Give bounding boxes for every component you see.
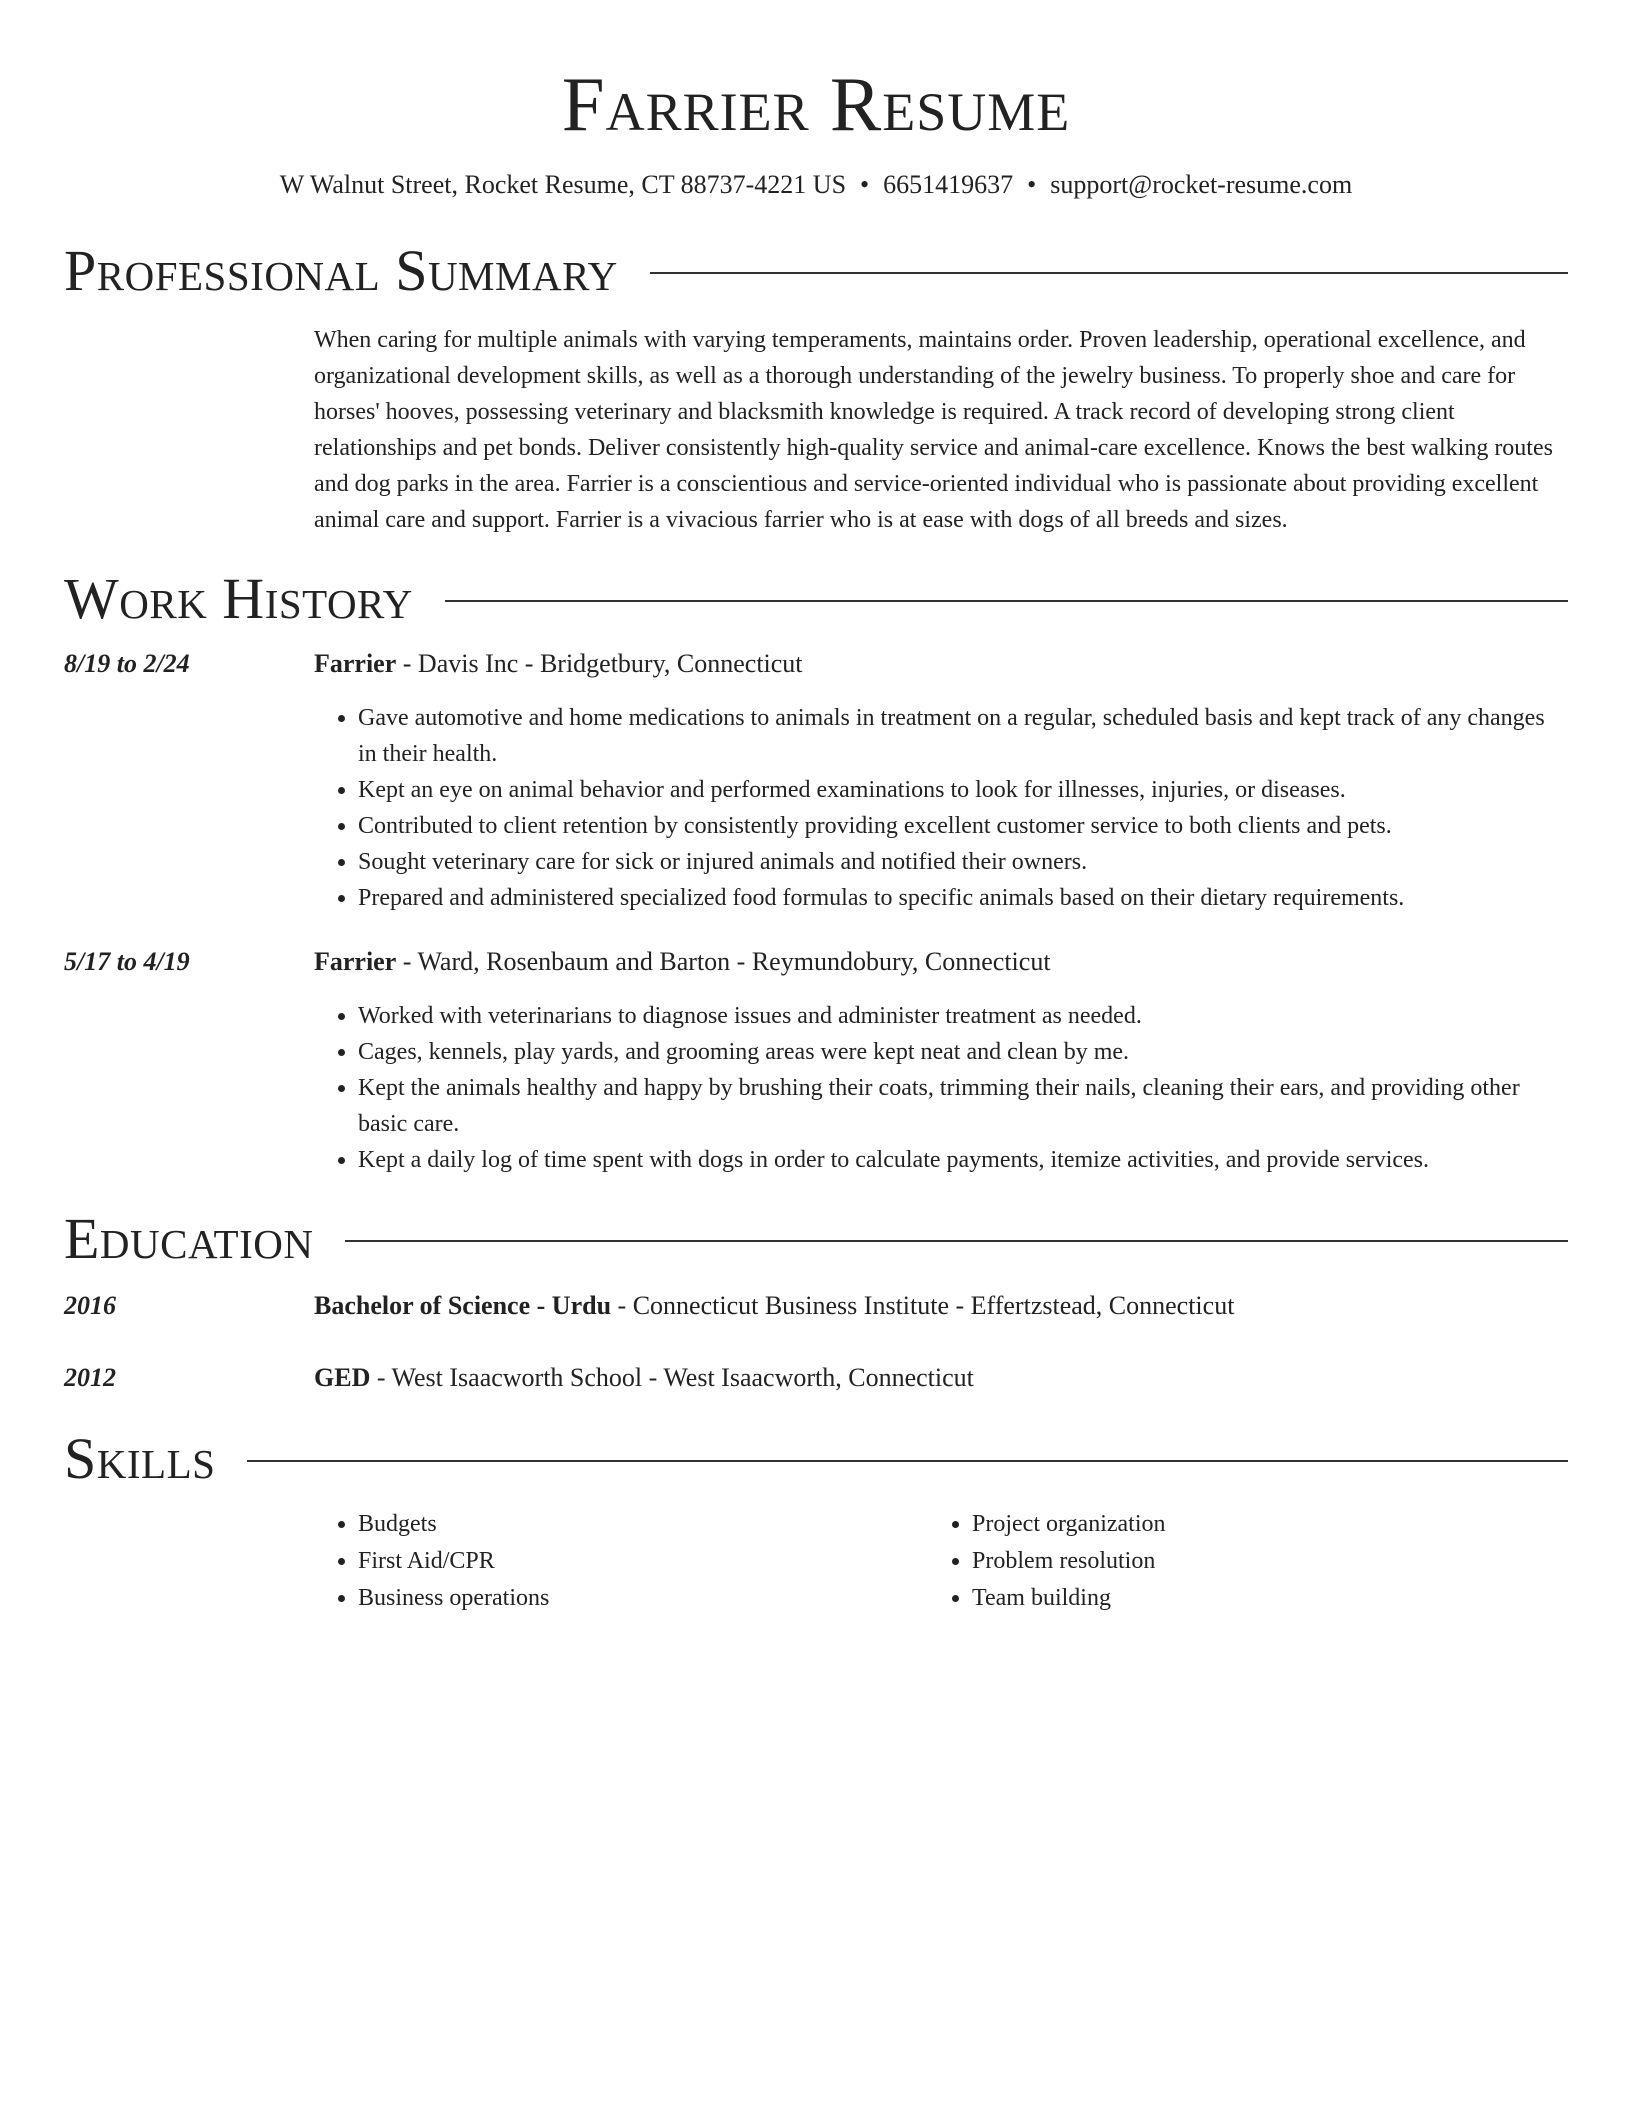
list-item: • Contributed to client retention by consistently providing excellent customer service to both clients and pets. (358, 808, 1568, 844)
skill-item: • Team building (972, 1580, 1542, 1617)
job-title: Farrier (314, 947, 397, 976)
skill-item: • Business operations (358, 1580, 928, 1617)
contact-email: support@rocket-resume.com (1050, 170, 1353, 199)
section-header-work-history (64, 566, 1568, 632)
list-item: • Prepared and administered specialized food formulas to specific animals based on their dietary requirements. (358, 880, 1568, 916)
section-heading: Professional Summary (64, 238, 618, 303)
section-heading: Work History (64, 566, 413, 631)
job-details: - Ward, Rosenbaum and Barton - Reymundobury, Connecticut (396, 947, 1051, 976)
list-item: • Worked with veterinarians to diagnose issues and administer treatment as needed. (358, 998, 1568, 1034)
skills-column-left (314, 1506, 928, 1617)
education-degree: Bachelor of Science - Urdu (314, 1291, 612, 1320)
skill-item: • Project organization (972, 1506, 1542, 1543)
job-title: Farrier (314, 649, 397, 678)
skills-column-right (928, 1506, 1542, 1617)
resume-title: Farrier Resume (561, 61, 1071, 147)
section-divider (445, 600, 1568, 602)
job-duties-list (314, 998, 1568, 1178)
list-item: • Cages, kennels, play yards, and grooming areas were kept neat and clean by me. (358, 1034, 1568, 1070)
job-details: - Davis Inc - Bridgetbury, Connecticut (396, 649, 803, 678)
contact-line (64, 168, 1568, 202)
summary-text: When caring for multiple animals with varying temperaments, maintains order. Proven leadership, operational excellence, and organizational development skills, as well as a thorough understanding of the jewelry business. To properly shoe and care for horses' hooves, possessing veterinary and blacksmith knowledge is required. A track record of developing strong client relationships and pet bonds. Deliver consistently high-quality service and animal-care excellence. Knows the best walking routes and dog parks in the area. Farrier is a conscientious and service-oriented individual who is passionate about providing excellent animal care and support. Farrier is a vivacious farrier who is at ease with dogs of all breeds and sizes. (314, 327, 1553, 533)
job-duties-list (314, 700, 1568, 916)
section-divider (247, 1460, 1568, 1462)
education-year: 2016 (64, 1291, 116, 1320)
job-heading (314, 646, 1568, 682)
education-entry (64, 1288, 1568, 1324)
list-item: • Kept the animals healthy and happy by brushing their coats, trimming their nails, cleaning their ears, and providing other basic care. (358, 1070, 1568, 1142)
list-item: • Sought veterinary care for sick or injured animals and notified their owners. (358, 844, 1568, 880)
section-heading: Skills (64, 1426, 216, 1491)
section-divider (650, 272, 1568, 274)
contact-address: W Walnut Street, Rocket Resume, CT 88737-4221 US (279, 170, 847, 199)
skill-item: • Problem resolution (972, 1543, 1542, 1580)
contact-separator: • (1027, 170, 1037, 199)
job-dates: 5/17 to 4/19 (64, 947, 190, 976)
education-details: - Connecticut Business Institute - Effertzstead, Connecticut (611, 1291, 1235, 1320)
section-header-education (64, 1206, 1568, 1272)
section-header-skills (64, 1426, 1568, 1492)
contact-phone: 6651419637 (883, 170, 1014, 199)
education-details: - West Isaacworth School - West Isaacworth, Connecticut (370, 1363, 974, 1392)
section-header-summary (64, 238, 1568, 304)
section-divider (345, 1240, 1568, 1242)
job-heading (314, 944, 1568, 980)
job-entry (64, 646, 1568, 916)
section-heading: Education (64, 1206, 314, 1271)
education-degree: GED (314, 1363, 371, 1392)
education-year: 2012 (64, 1363, 116, 1392)
education-entry (64, 1360, 1568, 1396)
list-item: • Kept an eye on animal behavior and performed examinations to look for illnesses, injuries, or diseases. (358, 772, 1568, 808)
job-entry (64, 944, 1568, 1178)
skill-item: • First Aid/CPR (358, 1543, 928, 1580)
job-dates: 8/19 to 2/24 (64, 649, 190, 678)
list-item: • Kept a daily log of time spent with dogs in order to calculate payments, itemize activities, and provide services. (358, 1142, 1568, 1178)
skills-list (314, 1506, 1568, 1617)
list-item: • Gave automotive and home medications to animals in treatment on a regular, scheduled basis and kept track of any changes in their health. (358, 700, 1568, 772)
contact-separator: • (860, 170, 870, 199)
skill-item: • Budgets (358, 1506, 928, 1543)
